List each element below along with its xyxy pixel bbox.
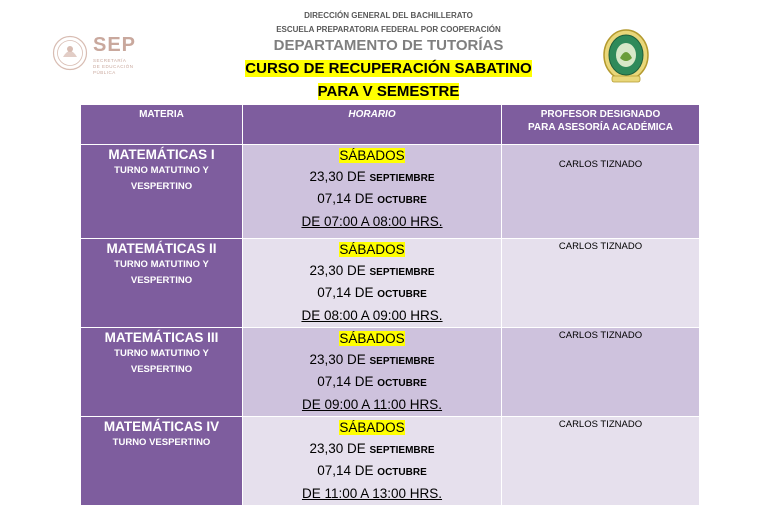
materia-cell (81, 239, 243, 328)
fechas-text: 07,14 DE (317, 463, 378, 478)
horario-cell (243, 417, 502, 506)
month-label: SEPTIEMBRE (369, 172, 435, 184)
fechas-line (244, 461, 500, 484)
table-header-row (81, 105, 700, 145)
school-emblem-icon (602, 28, 650, 86)
materia-name: MATEMÁTICAS I (108, 147, 215, 162)
header-horario: HORARIO (243, 105, 502, 145)
materia-name: MATEMÁTICAS II (106, 241, 217, 256)
table-row (81, 239, 700, 328)
course-title-text: CURSO DE RECUPERACIÓN SABATINO (245, 60, 532, 77)
dia-label: SÁBADOS (339, 420, 405, 435)
materia-cell (81, 145, 243, 239)
turno-line: VESPERTINO (130, 275, 193, 286)
horas-label: DE 08:00 A 09:00 HRS. (301, 307, 443, 323)
profesor-cell: CARLOS TIZNADO (502, 239, 700, 328)
horas-label: DE 07:00 A 08:00 HRS. (301, 213, 443, 229)
turno-line: TURNO MATUTINO Y (114, 165, 209, 176)
horario-cell (243, 328, 502, 417)
turno-line: TURNO VESPERTINO (112, 437, 211, 448)
fechas-line (244, 283, 500, 306)
materia-cell (81, 417, 243, 506)
sep-subtitle-line: DE EDUCACIÓN (93, 64, 134, 69)
fechas-text: 23,30 DE (309, 262, 370, 278)
horario-cell (243, 239, 502, 328)
sep-subtitle-line: SECRETARÍA (93, 58, 127, 63)
month-label: SEPTIEMBRE (369, 444, 435, 456)
dia-label: SÁBADOS (339, 331, 405, 346)
fechas-line (244, 167, 500, 190)
month-label: OCTUBRE (377, 467, 427, 478)
fechas-line (244, 439, 500, 462)
fechas-text: 23,30 DE (309, 168, 370, 184)
fechas-text: 07,14 DE (317, 285, 378, 300)
materia-cell (81, 328, 243, 417)
header-profesor (502, 105, 700, 145)
course-title (0, 60, 777, 77)
department-title: DEPARTAMENTO DE TUTORÍAS (273, 37, 504, 54)
fechas-line (244, 189, 500, 212)
header-line-1: DIRECCIÓN GENERAL DEL BACHILLERATO (304, 11, 473, 20)
course-subtitle (0, 83, 777, 100)
course-subtitle-text: PARA V SEMESTRE (317, 83, 460, 100)
horas-label: DE 11:00 A 13:00 HRS. (301, 485, 443, 501)
turno-line: TURNO MATUTINO Y (114, 259, 209, 270)
fechas-text: 23,30 DE (309, 440, 370, 456)
table-row (81, 417, 700, 506)
header-profesor-line: PROFESOR DESIGNADO (540, 109, 661, 120)
fechas-text: 07,14 DE (317, 191, 378, 206)
turno-line: TURNO MATUTINO Y (114, 348, 209, 359)
horas-label: DE 09:00 A 11:00 HRS. (301, 396, 443, 412)
sep-subtitle-line: PÚBLICA (93, 70, 116, 75)
fechas-text: 23,30 DE (309, 351, 370, 367)
month-label: OCTUBRE (377, 289, 427, 300)
table-row (81, 145, 700, 239)
profesor-cell: CARLOS TIZNADO (502, 417, 700, 506)
fechas-line (244, 372, 500, 395)
turno-line: VESPERTINO (130, 364, 193, 375)
dia-label: SÁBADOS (339, 148, 405, 163)
fechas-line (244, 261, 500, 284)
month-label: SEPTIEMBRE (369, 266, 435, 278)
schedule-table (80, 104, 700, 506)
profesor-cell: CARLOS TIZNADO (502, 145, 700, 239)
header-materia: MATERIA (81, 105, 243, 145)
table-row (81, 328, 700, 417)
dia-label: SÁBADOS (339, 242, 405, 257)
turno-line: VESPERTINO (130, 181, 193, 192)
header-profesor-line: PARA ASESORÍA ACADÉMICA (527, 122, 673, 133)
document-header (0, 0, 777, 104)
fechas-line (244, 350, 500, 373)
header-line-2: ESCUELA PREPARATORIA FEDERAL POR COOPERACIÓN (276, 25, 501, 34)
sep-logo-word: SEP (93, 34, 137, 56)
materia-name: MATEMÁTICAS III (104, 330, 219, 345)
fechas-text: 07,14 DE (317, 374, 378, 389)
profesor-cell: CARLOS TIZNADO (502, 328, 700, 417)
horario-cell (243, 145, 502, 239)
month-label: OCTUBRE (377, 378, 427, 389)
month-label: OCTUBRE (377, 195, 427, 206)
month-label: SEPTIEMBRE (369, 355, 435, 367)
materia-name: MATEMÁTICAS IV (103, 419, 220, 434)
